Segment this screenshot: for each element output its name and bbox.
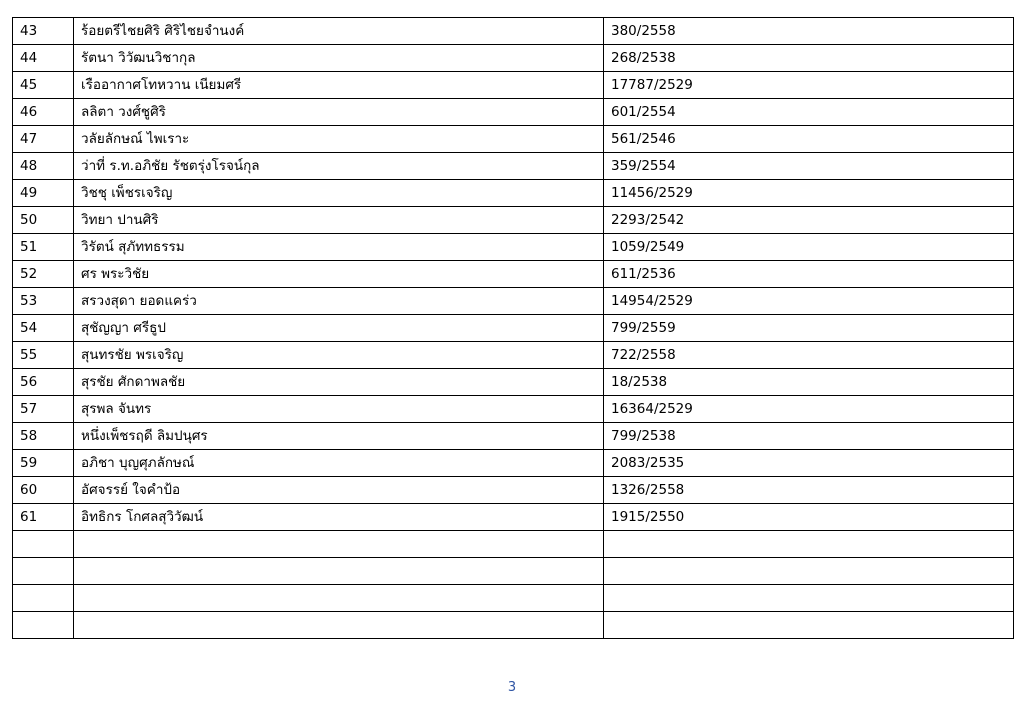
- reference-number: 11456/2529: [604, 180, 1014, 207]
- person-name: ศร พระวิชัย: [74, 261, 604, 288]
- person-name: [74, 585, 604, 612]
- page-number: 3: [507, 680, 517, 695]
- row-number: 50: [13, 207, 74, 234]
- person-name: วลัยลักษณ์ ไพเราะ: [74, 126, 604, 153]
- person-name: ว่าที่ ร.ท.อภิชัย รัชตรุ่งโรจน์กุล: [74, 153, 604, 180]
- person-name: วิรัตน์ สุภัททธรรม: [74, 234, 604, 261]
- table-row: [13, 261, 1014, 288]
- table-row: [13, 396, 1014, 423]
- row-number: 58: [13, 423, 74, 450]
- reference-number: 611/2536: [604, 261, 1014, 288]
- row-number: 47: [13, 126, 74, 153]
- person-name: หนึ่งเพ็ชรฤดี ลิมปนุศร: [74, 423, 604, 450]
- table-row-empty: [13, 612, 1014, 639]
- row-number: [13, 612, 74, 639]
- reference-number: [604, 531, 1014, 558]
- reference-number: 17787/2529: [604, 72, 1014, 99]
- reference-number: 561/2546: [604, 126, 1014, 153]
- table-row: [13, 207, 1014, 234]
- person-name: วิทยา ปานศิริ: [74, 207, 604, 234]
- row-number: 49: [13, 180, 74, 207]
- row-number: 44: [13, 45, 74, 72]
- row-number: [13, 558, 74, 585]
- row-number: 52: [13, 261, 74, 288]
- person-name: สุชัญญา ศรีธูป: [74, 315, 604, 342]
- row-number: 55: [13, 342, 74, 369]
- person-name: [74, 531, 604, 558]
- table-row: [13, 180, 1014, 207]
- row-number: 61: [13, 504, 74, 531]
- reference-number: 1326/2558: [604, 477, 1014, 504]
- table-row: [13, 315, 1014, 342]
- reference-number: [604, 558, 1014, 585]
- table-row: [13, 72, 1014, 99]
- reference-number: 1915/2550: [604, 504, 1014, 531]
- table-row: [13, 423, 1014, 450]
- person-name: สุนทรชัย พรเจริญ: [74, 342, 604, 369]
- person-name: อภิชา บุญศุภลักษณ์: [74, 450, 604, 477]
- table-row: [13, 477, 1014, 504]
- reference-number: 380/2558: [604, 18, 1014, 45]
- reference-number: 1059/2549: [604, 234, 1014, 261]
- reference-number: 799/2538: [604, 423, 1014, 450]
- reference-number: [604, 585, 1014, 612]
- table-row: [13, 342, 1014, 369]
- table-row: [13, 45, 1014, 72]
- reference-number: [604, 612, 1014, 639]
- reference-number: 799/2559: [604, 315, 1014, 342]
- reference-number: 601/2554: [604, 99, 1014, 126]
- row-number: 59: [13, 450, 74, 477]
- person-name: อิทธิกร โกศลสุวิวัฒน์: [74, 504, 604, 531]
- table-row: [13, 153, 1014, 180]
- table-row: [13, 126, 1014, 153]
- person-name: [74, 558, 604, 585]
- row-number: [13, 531, 74, 558]
- reference-number: 2083/2535: [604, 450, 1014, 477]
- person-name: ร้อยตรีไชยศิริ ศิริไชยจำนงค์: [74, 18, 604, 45]
- reference-number: 359/2554: [604, 153, 1014, 180]
- reference-number: 268/2538: [604, 45, 1014, 72]
- person-name: ลลิตา วงศ์ชูศิริ: [74, 99, 604, 126]
- person-name: รัตนา วิวัฒนวิชากุล: [74, 45, 604, 72]
- table-row: [13, 99, 1014, 126]
- row-number: [13, 585, 74, 612]
- table-row-empty: [13, 558, 1014, 585]
- row-number: 56: [13, 369, 74, 396]
- person-name: สุรพล จันทร: [74, 396, 604, 423]
- row-number: 46: [13, 99, 74, 126]
- row-number: 57: [13, 396, 74, 423]
- reference-number: 18/2538: [604, 369, 1014, 396]
- row-number: 51: [13, 234, 74, 261]
- row-number: 45: [13, 72, 74, 99]
- reference-number: 2293/2542: [604, 207, 1014, 234]
- reference-number: 722/2558: [604, 342, 1014, 369]
- table-row: [13, 504, 1014, 531]
- person-name: วิชชุ เพ็ชรเจริญ: [74, 180, 604, 207]
- table-row-empty: [13, 531, 1014, 558]
- row-number: 60: [13, 477, 74, 504]
- row-number: 43: [13, 18, 74, 45]
- table-row-empty: [13, 585, 1014, 612]
- row-number: 48: [13, 153, 74, 180]
- reference-number: 14954/2529: [604, 288, 1014, 315]
- person-name: เรืออากาศโทหวาน เนียมศรี: [74, 72, 604, 99]
- person-name: สุรชัย ศักดาพลชัย: [74, 369, 604, 396]
- table-row: [13, 18, 1014, 45]
- person-name: [74, 612, 604, 639]
- table-row: [13, 234, 1014, 261]
- row-number: 53: [13, 288, 74, 315]
- table-row: [13, 288, 1014, 315]
- person-name: สรวงสุดา ยอดแคร่ว: [74, 288, 604, 315]
- person-name: อัศจรรย์ ใจคำป้อ: [74, 477, 604, 504]
- reference-number: 16364/2529: [604, 396, 1014, 423]
- roster-table: [12, 17, 1014, 639]
- table-row: [13, 450, 1014, 477]
- table-row: [13, 369, 1014, 396]
- row-number: 54: [13, 315, 74, 342]
